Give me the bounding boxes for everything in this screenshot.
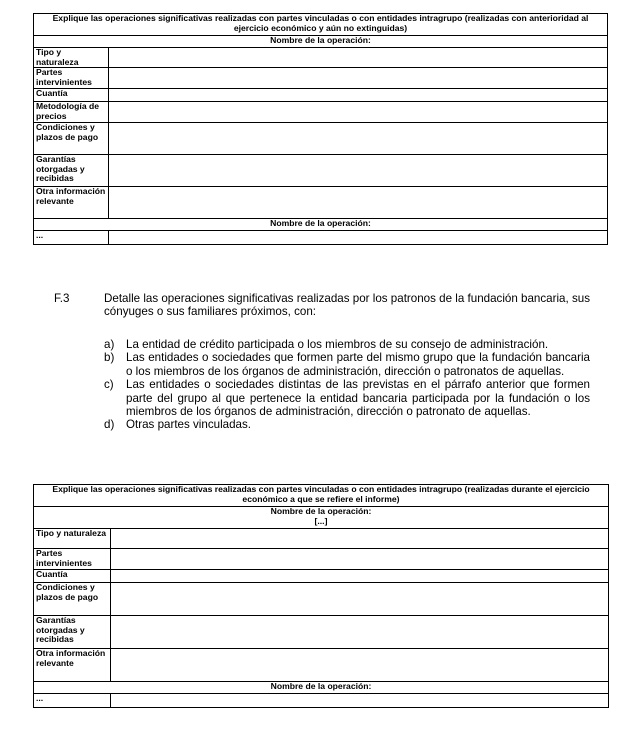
row-label-cuantia: Cuantía (34, 89, 109, 102)
row-label-tipo: Tipo y naturaleza (34, 48, 109, 68)
list-text: Las entidades o sociedades distintas de las previstas en el párrafo anterior que formen parte del grupo al que pertenece la entidad bancaria participada por la fundación o los miembros de los órganos de administración, dirección o patronato de aquellas. (126, 378, 590, 419)
row-value-condiciones[interactable] (109, 123, 608, 155)
row-value-partes[interactable] (109, 68, 608, 89)
row-label-garantias: Garantías otorgadas y recibidas (34, 616, 111, 649)
operation-name-ellipsis: [...] (314, 515, 328, 526)
section-number: F.3 (54, 292, 70, 305)
row-label-cuantia: Cuantía (34, 570, 111, 583)
related-operations-table-prior (33, 13, 608, 245)
operation-name-label-2: Nombre de la operación: (34, 219, 608, 231)
list-item (104, 418, 590, 431)
row-label-partes: Partes intervinientes (34, 549, 111, 570)
operation-name-label-2: Nombre de la operación: (34, 682, 609, 694)
row-label-otra: Otra información relevante (34, 187, 109, 219)
row-label-partes: Partes intervinientes (34, 68, 109, 89)
list-item (104, 351, 590, 378)
list-marker: d) (104, 418, 115, 432)
table-header: Explique las operaciones significativas realizadas con partes vinculadas o con entidades intragrupo (realizadas durante el ejercicio económico a que se refiere el informe) (34, 485, 609, 507)
row-value-otra[interactable] (111, 649, 609, 682)
ellipsis-cell: ... (34, 694, 111, 708)
row-label-metodologia: Metodología de precios (34, 102, 109, 123)
row-value-condiciones[interactable] (111, 583, 609, 616)
row-value-garantias[interactable] (109, 155, 608, 187)
row-value-partes[interactable] (111, 549, 609, 570)
ellipsis-cell: ... (34, 231, 109, 245)
list-marker: a) (104, 338, 115, 351)
row-value-cuantia[interactable] (111, 570, 609, 583)
section-intro: Detalle las operaciones significativas realizadas por los patronos de la fundación bancaria, sus cónyuges o sus familiares próximos, con: (104, 292, 590, 319)
list-text: La entidad de crédito participada o los miembros de su consejo de administración. (126, 338, 549, 351)
operation-name-label: Nombre de la operación: (34, 36, 608, 48)
row-value-metodologia[interactable] (109, 102, 608, 123)
row-value-garantias[interactable] (111, 616, 609, 649)
row-label-tipo: Tipo y naturaleza (34, 529, 111, 549)
row-value-tipo[interactable] (109, 48, 608, 68)
ellipsis-value[interactable] (111, 694, 609, 708)
related-operations-table-current (33, 484, 609, 708)
row-label-otra: Otra información relevante (34, 649, 111, 682)
list-marker: c) (104, 378, 114, 392)
row-value-otra[interactable] (109, 187, 608, 219)
row-value-tipo[interactable] (111, 529, 609, 549)
operation-name-block (34, 507, 609, 529)
list-item (104, 338, 590, 351)
list-marker: b) (104, 351, 115, 365)
ellipsis-value[interactable] (109, 231, 608, 245)
row-label-condiciones: Condiciones y plazos de pago (34, 123, 109, 155)
table-header: Explique las operaciones significativas realizadas con partes vinculadas o con entidades intragrupo (realizadas con anterioridad al ejercicio económico y aún no extinguidas) (34, 14, 608, 36)
operation-name-label: Nombre de la operación: (270, 506, 372, 516)
row-label-condiciones: Condiciones y plazos de pago (34, 583, 111, 616)
list-text: Otras partes vinculadas. (126, 418, 252, 432)
list-text: Las entidades o sociedades que formen parte del mismo grupo que la fundación bancaria o los miembros de los órganos de administración, dirección o patronatos de aquellas. (126, 351, 590, 378)
row-value-cuantia[interactable] (109, 89, 608, 102)
section-list (104, 338, 590, 432)
list-item (104, 378, 590, 418)
row-label-garantias: Garantías otorgadas y recibidas (34, 155, 109, 187)
